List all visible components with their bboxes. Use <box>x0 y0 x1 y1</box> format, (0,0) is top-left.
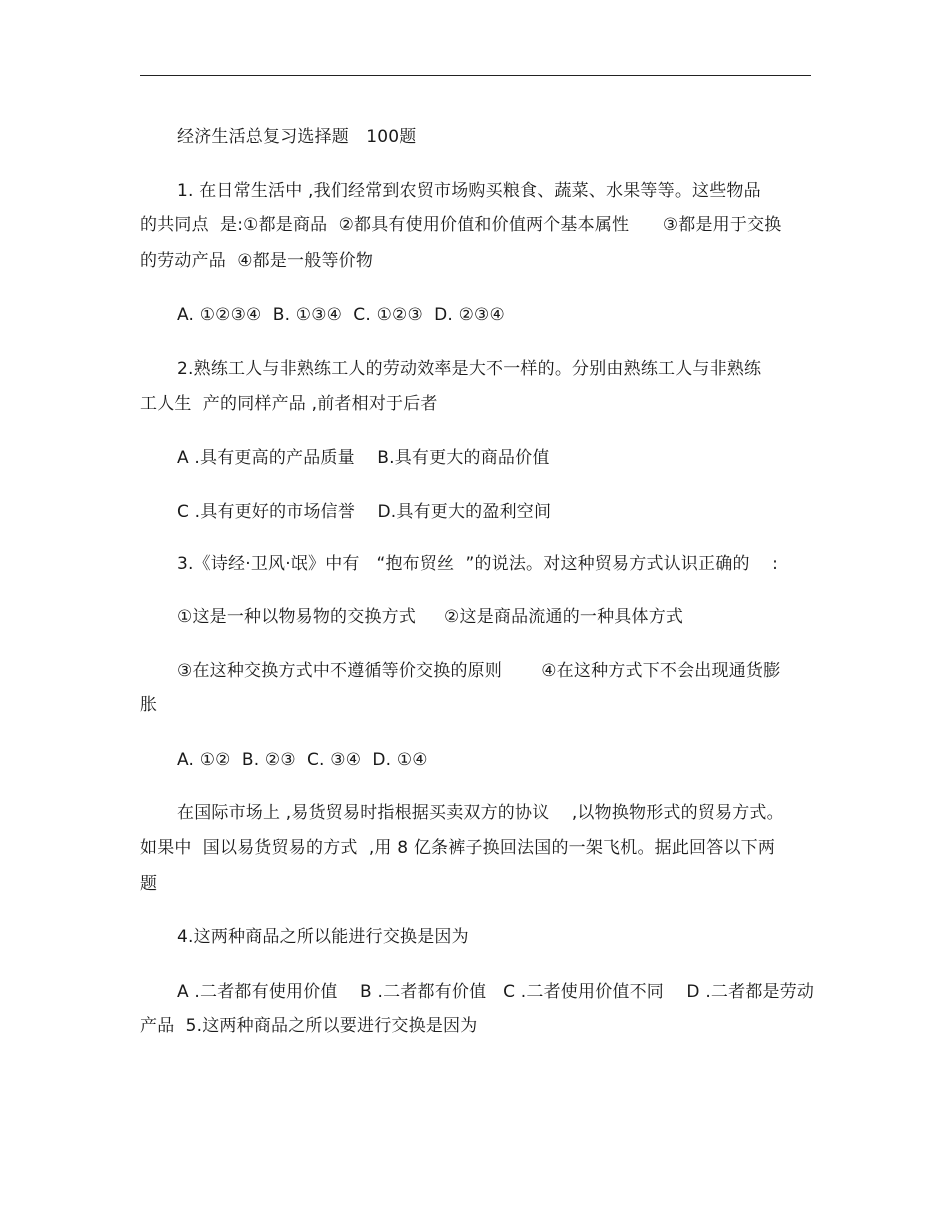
q2-line-2: 工人生 产的同样产品 ,前者相对于后者 <box>140 394 438 414</box>
q2-options-ab: A .具有更高的产品质量 B.具有更大的商品价值 <box>177 448 550 468</box>
q1-line-1: 1. 在日常生活中 ,我们经常到农贸市场购买粮食、蔬菜、水果等等。这些物品 <box>177 181 761 201</box>
q3-options: A. ①② B. ②③ C. ③④ D. ①④ <box>177 750 428 770</box>
passage-line-2: 如果中 国以易货贸易的方式 ,用 8 亿条裤子换回法国的一架飞机。据此回答以下两 <box>140 838 776 858</box>
document-title: 经济生活总复习选择题 100题 <box>177 127 417 147</box>
q2-options-cd: C .具有更好的市场信誉 D.具有更大的盈利空间 <box>177 502 552 522</box>
passage-line-3: 题 <box>140 874 158 894</box>
q4-options: A .二者都有使用价值 B .二者都有价值 C .二者使用价值不同 D .二者都是劳动 <box>177 982 815 1002</box>
q4-stem: 4.这两种商品之所以能进行交换是因为 <box>177 927 469 947</box>
q3-statements-34-cont: 胀 <box>140 695 158 715</box>
q1-options: A. ①②③④ B. ①③④ C. ①②③ D. ②③④ <box>177 305 505 325</box>
q1-line-2: 的共同点 是:①都是商品 ②都具有使用价值和价值两个基本属性 ③都是用于交换 <box>140 215 782 235</box>
header-rule <box>140 75 811 76</box>
q2-line-1: 2.熟练工人与非熟练工人的劳动效率是大不一样的。分别由熟练工人与非熟练 <box>177 359 762 379</box>
q4-options-cont-q5-stem: 产品 5.这两种商品之所以要进行交换是因为 <box>140 1016 478 1036</box>
q3-stem: 3.《诗经·卫风·氓》中有 “抱布贸丝 ”的说法。对这种贸易方式认识正确的 : <box>177 554 779 574</box>
q3-statements-34: ③在这种交换方式中不遵循等价交换的原则 ④在这种方式下不会出现通货膨 <box>177 661 781 681</box>
q1-line-3: 的劳动产品 ④都是一般等价物 <box>140 251 374 271</box>
passage-line-1: 在国际市场上 ,易货贸易时指根据买卖双方的协议 ,以物换物形式的贸易方式。 <box>177 803 784 823</box>
q3-statements-12: ①这是一种以物易物的交换方式 ②这是商品流通的一种具体方式 <box>177 607 684 627</box>
